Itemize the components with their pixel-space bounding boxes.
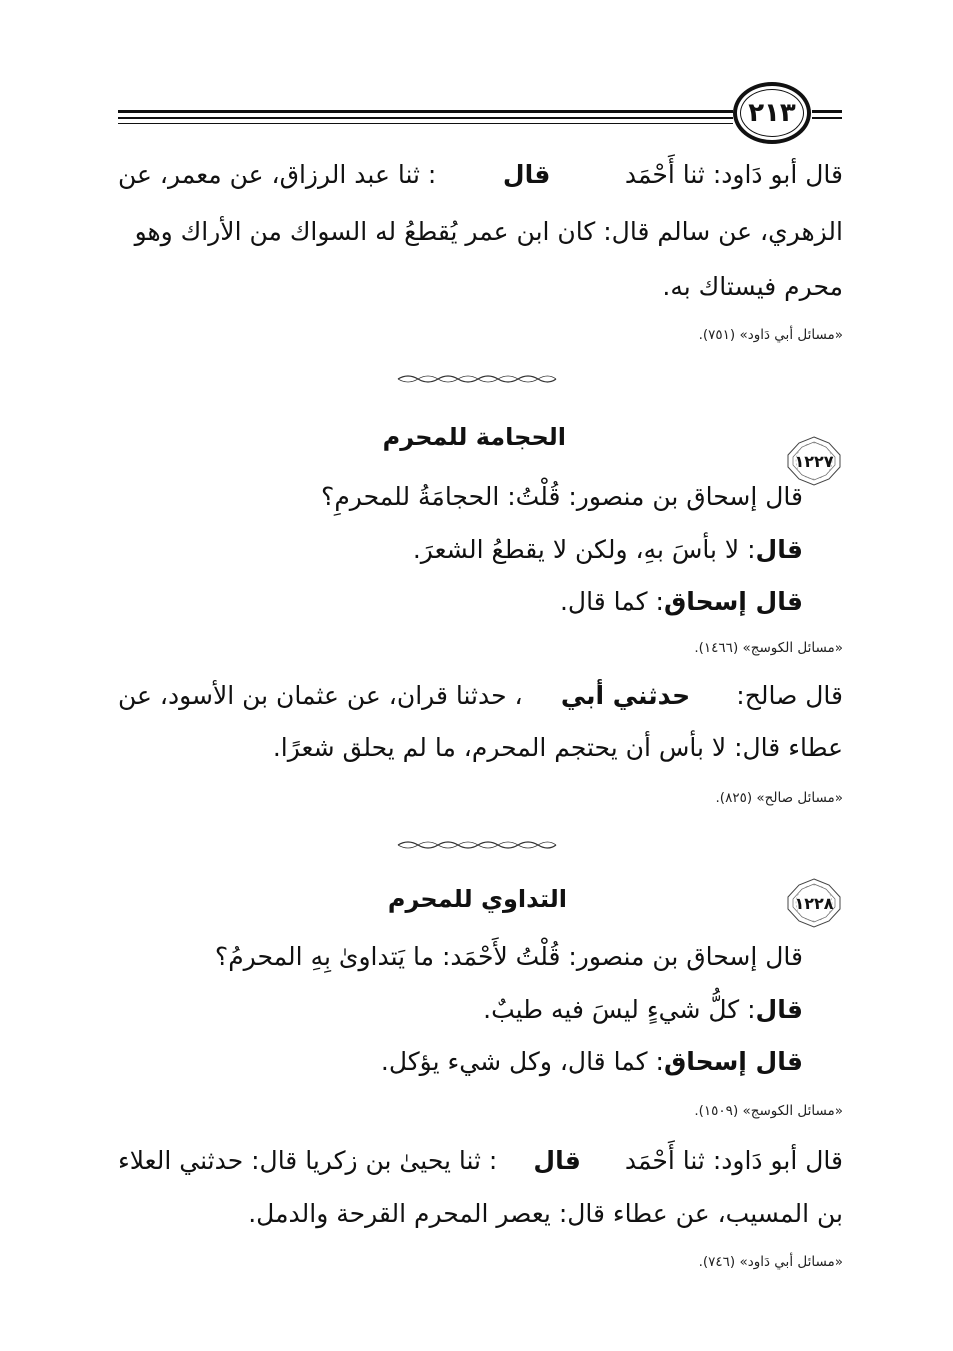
text-segment: قال إسحاق بن منصور: قُلْتُ لأَحْمَد: ما يَتداوىٰ بِهِ المحرمُ؟	[214, 942, 803, 971]
header-rule	[118, 117, 733, 119]
text-line	[248, 1199, 843, 1228]
text-line	[413, 535, 803, 564]
paragraph-1	[118, 160, 843, 300]
text-line	[483, 995, 803, 1024]
text-segment: : لا بأسَ بهِ، ولكن لا يقطعُ الشعرَ.	[412, 535, 756, 564]
text-segment: ، حدثنا قران، عن عثمان بن الأسود، عن	[118, 681, 523, 710]
text-segment: الزهري، عن سالم قال: كان ابن عمر يُقطعُ له السواك من الأراك وهو	[134, 217, 843, 246]
header-rule	[118, 110, 733, 113]
text-segment: قال إسحاق بن منصور: قُلْتُ: الحجامَةُ للمحرمِ؟	[321, 482, 803, 511]
page-number: ٢١٣	[748, 98, 796, 128]
chapter-1228-body	[123, 942, 803, 1076]
header-rule	[812, 117, 842, 119]
bold-speaker-label: قال	[755, 995, 803, 1024]
text-line	[662, 272, 843, 301]
paragraph-2	[118, 681, 843, 771]
chapter-1227-body	[123, 482, 803, 616]
bold-speaker-label: قال	[533, 1146, 581, 1175]
ornament-separator	[396, 373, 558, 385]
text-segment: قال أبو دَاود: ثنا أَحْمَد	[616, 1146, 843, 1175]
bold-speaker-label: قال	[502, 160, 551, 189]
chapter-title: التداوي للمحرم	[387, 885, 567, 913]
text-segment: عطاء قال: لا بأس أن يحتجم المحرم، ما لم يحلق شعرًا.	[272, 733, 843, 762]
text-line	[381, 1047, 803, 1076]
citation: «مسائل صالح» (٨٢٥).	[715, 790, 843, 806]
text-segment: : كلُّ شيءٍ ليسَ فيه طيبٌ.	[483, 995, 756, 1024]
text-segment: : كما قال، وكل شيء يؤكل.	[380, 1047, 664, 1076]
text-segment: : ثنا يحيىٰ بن زكريا قال: حدثني العلاء	[118, 1146, 498, 1175]
text-line	[560, 587, 803, 616]
citation: «مسائل أبي دَاود» (٧٥١).	[698, 327, 843, 343]
citation: «مسائل الكوسج» (١٤٦٦).	[694, 640, 843, 656]
header-rule	[812, 110, 842, 113]
text-segment: قال أبو دَاود: ثنا أَحْمَد	[616, 160, 843, 189]
text-segment: : كما قال.	[559, 587, 664, 616]
citation: «مسائل الكوسج» (١٥٠٩).	[694, 1103, 843, 1119]
page-number-badge	[733, 82, 811, 144]
bold-speaker-label: قال	[755, 535, 803, 564]
text-line	[118, 217, 843, 246]
text-line	[321, 482, 803, 511]
text-segment: محرم فيستاك به.	[662, 272, 843, 301]
chapter-number-badge	[785, 877, 843, 929]
text-segment: : ثنا عبد الرزاق، عن معمر، عن	[118, 160, 437, 189]
text-line	[118, 1146, 843, 1175]
chapter-number: ١٢٢٨	[794, 893, 834, 913]
text-segment: قال صالح:	[728, 681, 843, 710]
bold-speaker-label: قال إسحاق	[663, 587, 803, 616]
bold-speaker-label: حدثني أبي	[560, 681, 691, 710]
text-line	[215, 942, 803, 971]
text-line	[118, 681, 843, 710]
text-segment: بن المسيب، عن عطاء قال: يعصر المحرم القرحة والدمل.	[248, 1199, 843, 1228]
chapter-number: ١٢٢٧	[794, 451, 834, 471]
citation: «مسائل أبي دَاود» (٧٤٦).	[698, 1254, 843, 1270]
chapter-title: الحجامة للمحرم	[382, 423, 566, 451]
paragraph-3	[118, 1146, 843, 1236]
header-rule	[118, 123, 733, 124]
chapter-number-badge	[785, 435, 843, 487]
text-line	[118, 160, 843, 189]
ornament-separator	[396, 839, 558, 851]
text-line	[273, 733, 843, 762]
bold-speaker-label: قال إسحاق	[663, 1047, 803, 1076]
